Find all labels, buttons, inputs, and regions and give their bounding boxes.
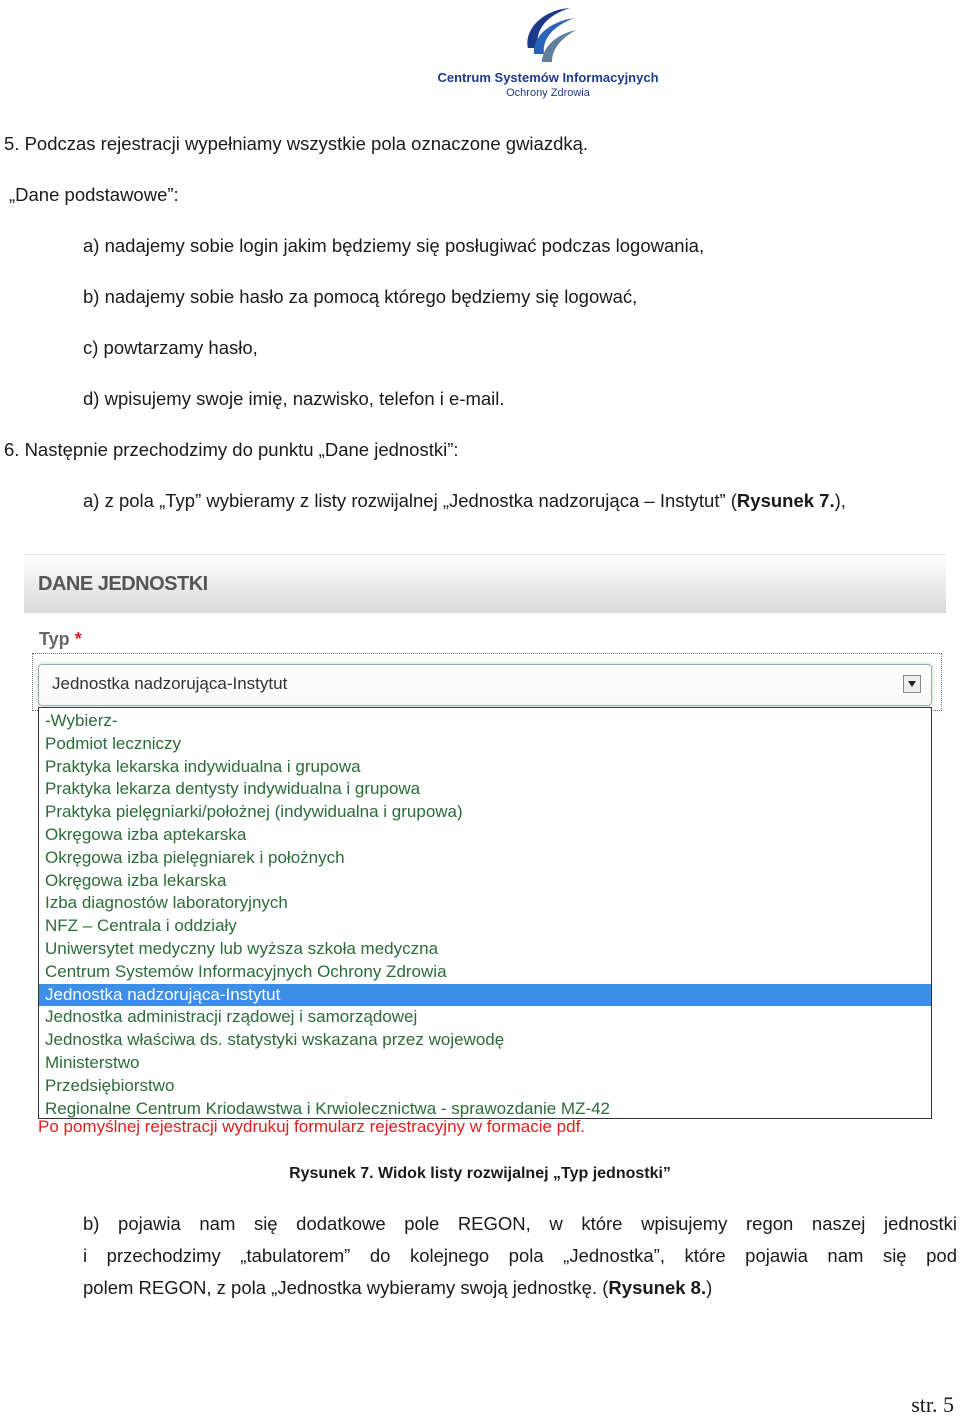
list-item[interactable]: [39, 847, 931, 869]
option-label: Izba diagnostów laboratoryjnych: [45, 893, 288, 913]
option-label: Przedsiębiorstwo: [45, 1075, 175, 1095]
csioz-logo: [432, 4, 672, 99]
figure-8-reference: Rysunek 8.: [608, 1277, 707, 1298]
option-label: Ministerstwo: [45, 1053, 140, 1072]
typ-field-label: [39, 629, 82, 650]
list-item[interactable]: [39, 961, 931, 983]
list-item[interactable]: [39, 778, 931, 800]
option-label: Okręgowa izba pielęgniarek i położnych: [45, 847, 345, 867]
option-label: NFZ – Centrala i oddziały: [45, 916, 237, 936]
list-item[interactable]: [39, 892, 931, 914]
step-6-text: 6. Następnie przechodzimy do punktu „Dane jednostki”:: [4, 439, 459, 460]
typ-options-list[interactable]: [38, 707, 932, 1119]
option-label: Praktyka pielęgniarki/położnej (indywidualna i grupowa): [45, 802, 463, 822]
list-item[interactable]: [39, 938, 931, 960]
figure-screenshot: [24, 554, 946, 1142]
list-item[interactable]: [39, 824, 931, 846]
para-b-line-1: b) pojawia nam się dodatkowe pole REGON, w które wpisujemy regon naszej jednostki: [83, 1213, 957, 1234]
option-label: Jednostka właściwa ds. statystyki wskazana przez wojewodę: [45, 1030, 505, 1050]
required-asterisk: *: [74, 629, 82, 649]
panel-title: DANE JEDNOSTKI: [38, 573, 208, 595]
page-number: str. 5: [911, 1392, 954, 1417]
section-heading: „Dane podstawowe”:: [9, 184, 179, 205]
option-label: Praktyka lekarza dentysty indywidualna i grupowa: [45, 779, 421, 799]
list-item-b: b) nadajemy sobie hasło za pomocą którego będziemy się logować,: [83, 286, 638, 307]
option-label: Podmiot leczniczy: [45, 733, 182, 753]
option-label: Jednostka administracji rządowej i samorządowej: [45, 1007, 418, 1027]
figure-caption: Rysunek 7. Widok listy rozwijalnej „Typ jednostki”: [289, 1165, 671, 1182]
option-label: Praktyka lekarska indywidualna i grupowa: [45, 756, 361, 776]
list-item-c: c) powtarzamy hasło,: [83, 337, 258, 358]
option-label: Okręgowa izba aptekarska: [45, 825, 247, 844]
option-label: Regionalne Centrum Kriodawstwa i Krwiolecznictwa - sprawozdanie MZ-42: [45, 1098, 611, 1118]
list-item[interactable]: [39, 1052, 931, 1074]
para-b-line-3-end: ): [706, 1277, 713, 1298]
list-item[interactable]: [39, 756, 931, 778]
step-5-text: 5. Podczas rejestracji wypełniamy wszystkie pola oznaczone gwiazdką.: [4, 133, 589, 154]
list-item[interactable]: [39, 1029, 931, 1051]
typ-select-value: Jednostka nadzorująca-Instytut: [52, 674, 288, 693]
list-item[interactable]: [39, 870, 931, 892]
step-6a-text: [83, 490, 846, 512]
list-item[interactable]: [39, 1075, 931, 1097]
option-label: Okręgowa izba lekarska: [45, 870, 227, 890]
list-item[interactable]: [39, 801, 931, 823]
para-b-line-3-body: polem REGON, z pola „Jednostka wybieramy swoją jednostkę. (: [83, 1277, 609, 1298]
list-item[interactable]: [39, 733, 931, 755]
list-item[interactable]: [39, 984, 931, 1006]
dropdown-arrow-icon[interactable]: [903, 675, 921, 693]
step-6a-body: a) z pola „Typ” wybieramy z listy rozwijalnej „Jednostka nadzorująca – Instytut” (: [83, 490, 737, 511]
logo-subtitle: Ochrony Zdrowia: [506, 87, 590, 99]
step-6a-end: ),: [834, 490, 846, 511]
registration-note: Po pomyślnej rejestracji wydrukuj formularz rejestracyjny w formacie pdf.: [38, 1117, 586, 1136]
figure-reference: Rysunek 7.: [736, 490, 835, 511]
list-item[interactable]: [39, 710, 931, 732]
option-label: Jednostka nadzorująca-Instytut: [45, 984, 281, 1004]
para-b-line-2: i przechodzimy „tabulatorem” do kolejnego pola „Jednostka”, które pojawia nam się pod: [83, 1245, 957, 1266]
panel-header: [24, 554, 946, 613]
logo-name: Centrum Systemów Informacyjnych: [437, 70, 659, 85]
option-label: Centrum Systemów Informacyjnych Ochrony Zdrowia: [45, 961, 447, 981]
para-b-line-3: [83, 1277, 957, 1299]
list-item-a: a) nadajemy sobie login jakim będziemy się posługiwać podczas logowania,: [83, 235, 705, 256]
option-label: -Wybierz-: [45, 711, 118, 730]
option-label: Uniwersytet medyczny lub wyższa szkoła medyczna: [45, 939, 439, 958]
list-item-d: d) wpisujemy swoje imię, nazwisko, telefon i e-mail.: [83, 388, 505, 409]
typ-select[interactable]: [38, 664, 932, 706]
typ-label-text: Typ: [39, 629, 70, 649]
logo-swoosh-icon: [520, 4, 576, 68]
list-item[interactable]: [39, 915, 931, 937]
list-item[interactable]: [39, 1006, 931, 1028]
